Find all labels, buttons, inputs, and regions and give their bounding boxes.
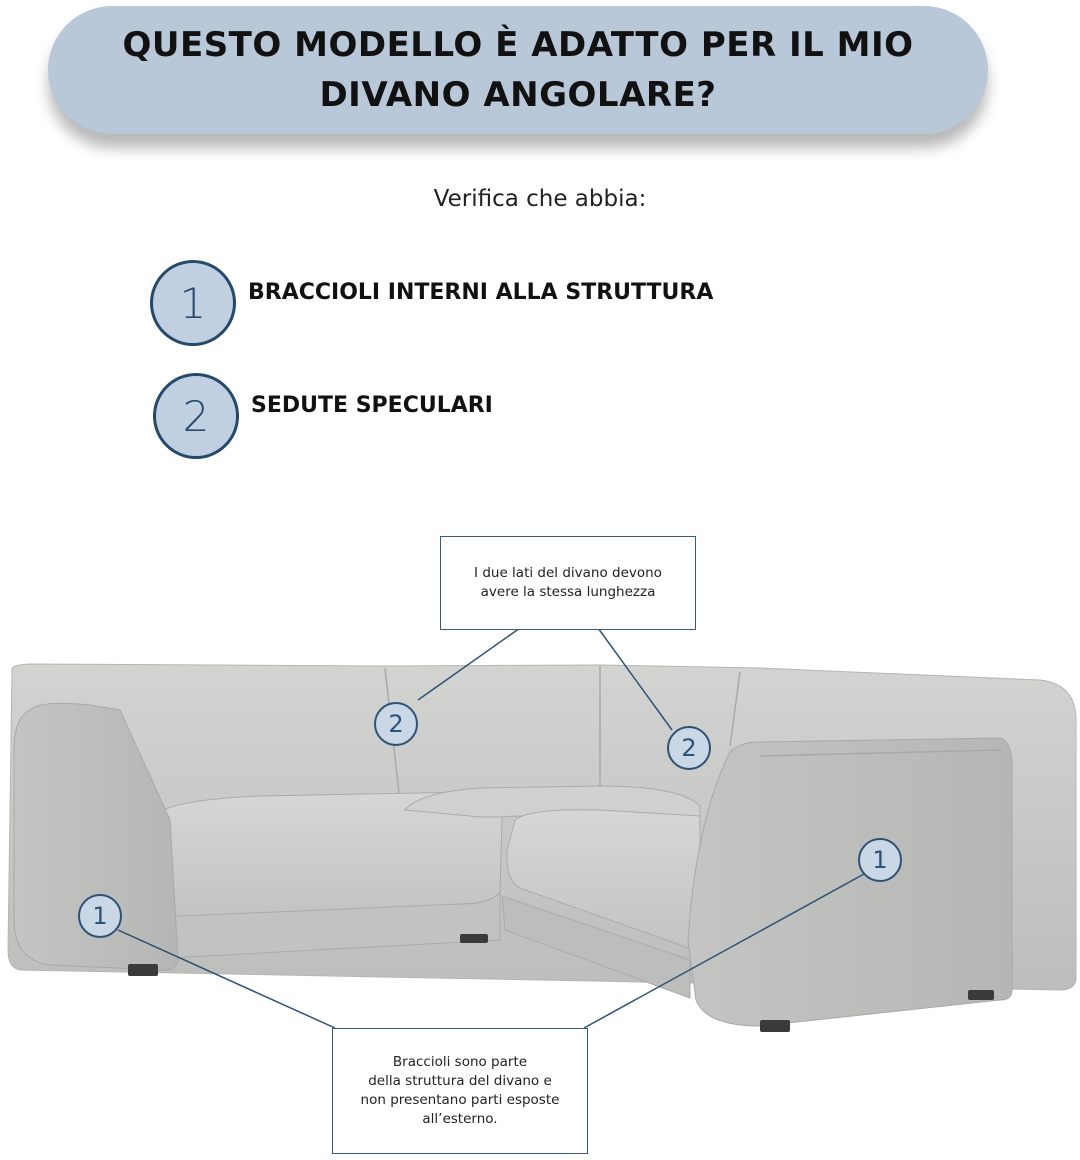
number-badge: 1: [150, 260, 236, 346]
page-title: QUESTO MODELLO È ADATTO PER IL MIO DIVANO ANGOLARE?: [122, 25, 914, 115]
sofa-foot: [760, 1020, 790, 1032]
callout-text-line: avere la stessa lunghezza: [480, 584, 656, 600]
sofa-foot: [460, 934, 488, 943]
callout-equal-sides: [440, 536, 696, 630]
subtitle: Verifica che abbia:: [433, 186, 647, 212]
checklist-item-1: [150, 260, 713, 346]
number-badge: 2: [153, 373, 239, 459]
sofa-illustration: [0, 520, 1080, 1156]
marker-arm-left: 1: [78, 894, 122, 938]
callout-text-line: I due lati del divano devono: [474, 565, 662, 581]
checklist-item-2: [153, 373, 493, 459]
marker-seat-left: 2: [374, 702, 418, 746]
callout-text-line: non presentano parti esposte: [360, 1092, 560, 1108]
checklist-label: BRACCIOLI INTERNI ALLA STRUTTURA: [248, 280, 714, 305]
callout-armrests: [332, 1028, 588, 1154]
callout-text-line: della struttura del divano e: [368, 1073, 552, 1089]
checklist-label: SEDUTE SPECULARI: [251, 393, 493, 418]
marker-seat-right: 2: [667, 726, 711, 770]
callout-text-line: Braccioli sono parte: [392, 1054, 528, 1070]
sofa-foot: [968, 990, 994, 1000]
marker-arm-right: 1: [858, 838, 902, 882]
sofa-foot: [128, 964, 158, 976]
title-banner: [48, 6, 988, 134]
callout-text-line: all’esterno.: [422, 1111, 498, 1127]
